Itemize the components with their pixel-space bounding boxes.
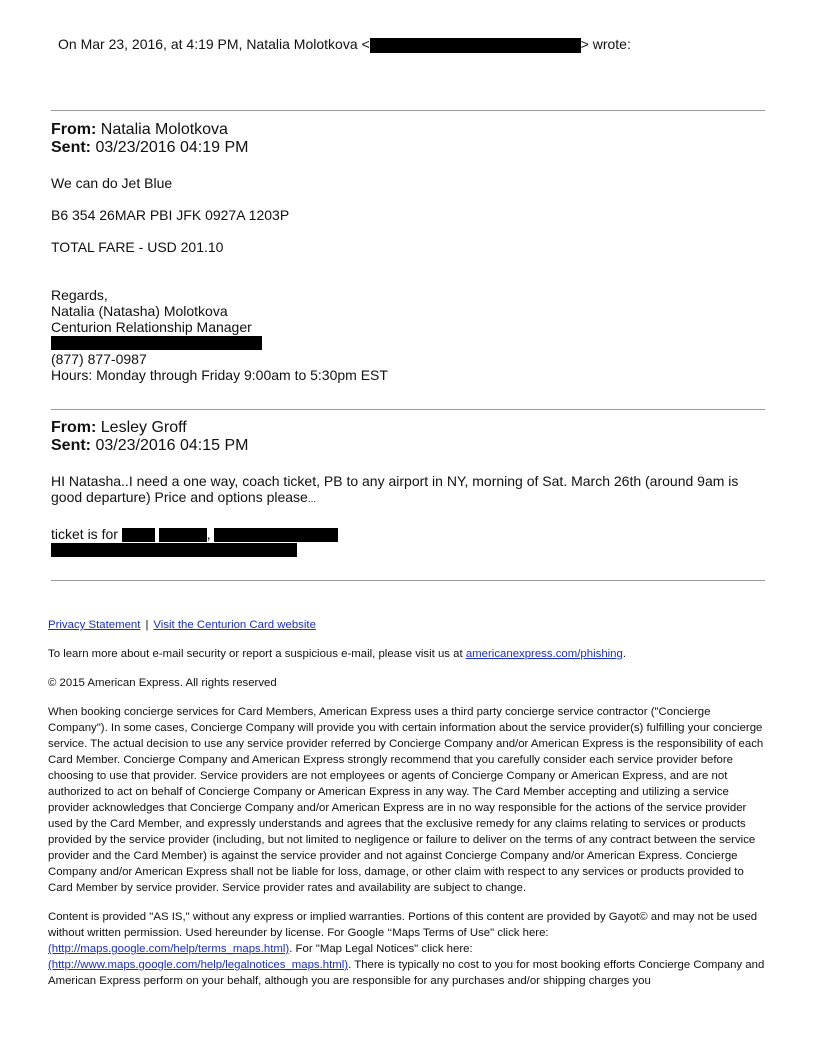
request-body: HI Natasha..I need a one way, coach ticket, PB to any airport in NY, morning of Sat. March 26th (around 9am is good departure) Price and options please... bbox=[51, 473, 739, 505]
quote-prefix: On Mar 23, 2016, at 4:19 PM, Natalia Molotkova < bbox=[58, 36, 370, 52]
quote-suffix: > wrote: bbox=[580, 36, 631, 52]
redacted-block bbox=[51, 336, 262, 350]
signature-phone: (877) 877-0987 bbox=[51, 351, 147, 367]
maps-legal-link[interactable]: (http://www.maps.google.com/help/legalnotices_maps.html) bbox=[48, 959, 349, 971]
quoted-reply-header bbox=[58, 36, 631, 53]
sender-name: Lesley Groff bbox=[100, 419, 187, 436]
disclaimer: When booking concierge services for Card Members, American Express uses a third party concierge service contractor ("Concierge Company"). In some cases, Concierge Company will provide you with certain information about the service provider(s) fulfilling your concierge service. The actual decision to use any service provider referred by Concierge Company and/or American Express is the responsibility of each Card Member. Concierge Company and American Express strongly recommend that you carefully consider each service provider before choosing to use that provider. Service providers are not employees or agents of Concierge Company or American Express, and are not authorized to act on behalf of Concierge Company or American Express in any way. The Card Member accepting and utilizing a service provider acknowledges that Concierge Company and/or American Express are in no way responsible for the actions of the service provider used by the Card Member, and expressly understands and agrees that the exclusive remedy for any claims relating to services or products provided by the service provider (including, but not limited to negligence or failure to deliver on the terms of any contract between the service provider and the Card Member) is against the service provider and not against Concierge Company and/or American Express. Concierge Company and/or American Express shall not be liable for loss, damage, or other claim with respect to any services or products provided to Card Member by service provider. Service provider rates and availability are subject to change. bbox=[48, 706, 764, 894]
email-footer bbox=[48, 617, 770, 989]
redacted-name bbox=[159, 528, 207, 542]
privacy-statement-link[interactable]: Privacy Statement bbox=[48, 619, 141, 631]
security-notice: To learn more about e-mail security or report a suspicious e-mail, please visit us at americanexpress.com/phishing. bbox=[48, 648, 627, 660]
ticket-line: ticket is for , bbox=[51, 526, 761, 542]
redacted-name bbox=[122, 528, 155, 542]
body-line: We can do Jet Blue bbox=[51, 175, 173, 191]
fare-line: TOTAL FARE - USD 201.10 bbox=[51, 239, 224, 255]
sent-line: Sent: 03/23/2016 04:15 PM bbox=[51, 437, 249, 454]
sent-date: 03/23/2016 04:19 PM bbox=[95, 139, 249, 156]
divider bbox=[51, 409, 765, 410]
message-natalia bbox=[51, 121, 388, 383]
ellipsis: ... bbox=[307, 494, 317, 505]
centurion-website-link[interactable]: Visit the Centurion Card website bbox=[153, 619, 316, 631]
footer-links: Privacy Statement | Visit the Centurion Card website bbox=[48, 619, 316, 631]
redacted-name bbox=[214, 528, 338, 542]
message-lesley bbox=[51, 419, 761, 557]
phishing-link[interactable]: americanexpress.com/phishing bbox=[465, 648, 623, 660]
from-line: From: Natalia Molotkova bbox=[51, 121, 228, 138]
sent-date: 03/23/2016 04:15 PM bbox=[95, 437, 249, 454]
from-line: From: Lesley Groff bbox=[51, 419, 187, 436]
sent-line: Sent: 03/23/2016 04:19 PM bbox=[51, 139, 249, 156]
content-notice: Content is provided "AS IS," without any express or implied warranties. Portions of this content are provided by Gayot© and may not be used without written permission. Used hereunder by license. For Google ‘‘Maps Terms of Use" click here: (http://maps.google.com/help/terms_maps.html). For "Map Legal Notices" click here: (http://www.maps.google.com/help/legalnotices_maps.html). There is typically no cost to you for most booking efforts Concierge Company and American Express perform on your behalf, although you are responsible for any purchases and/or shipping charges you bbox=[48, 911, 765, 987]
signature-regards: Regards, bbox=[51, 287, 108, 303]
sender-name: Natalia Molotkova bbox=[100, 121, 228, 138]
redacted-block bbox=[51, 543, 297, 557]
maps-terms-link[interactable]: (http://maps.google.com/help/terms_maps.html) bbox=[48, 943, 290, 955]
divider bbox=[51, 580, 765, 581]
divider bbox=[51, 110, 765, 111]
redacted-email bbox=[370, 38, 581, 53]
signature-title: Centurion Relationship Manager bbox=[51, 319, 252, 335]
signature-name: Natalia (Natasha) Molotkova bbox=[51, 303, 228, 319]
signature-hours: Hours: Monday through Friday 9:00am to 5:30pm EST bbox=[51, 367, 388, 383]
flight-line: B6 354 26MAR PBI JFK 0927A 1203P bbox=[51, 207, 290, 223]
copyright: © 2015 American Express. All rights reserved bbox=[48, 677, 277, 689]
